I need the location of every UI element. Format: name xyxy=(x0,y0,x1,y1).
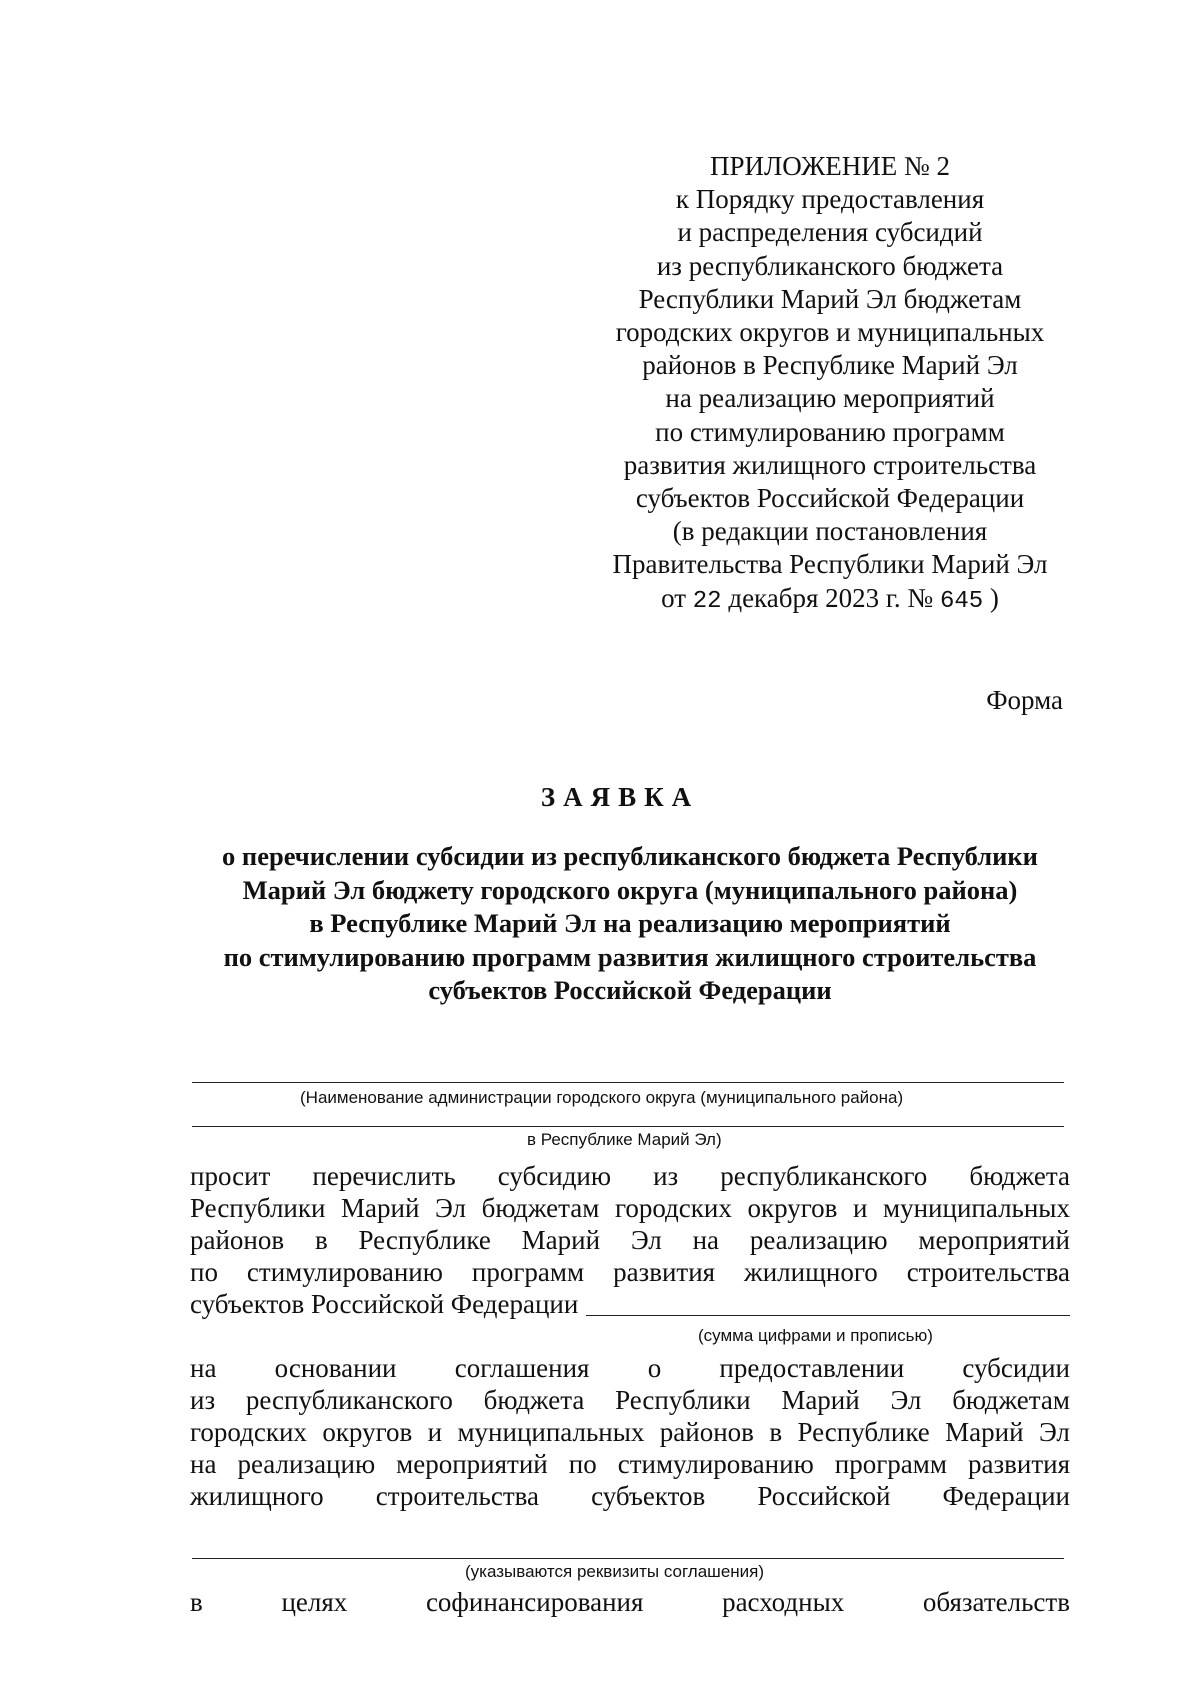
word: в xyxy=(314,1225,328,1255)
agreement-paragraph xyxy=(190,1352,1070,1512)
date-suffix: ) xyxy=(989,582,999,613)
text-line xyxy=(190,1416,1070,1448)
subtitle-line: по стимулированию программ развития жилищного строительства xyxy=(223,941,1037,972)
resolution-number: 645 xyxy=(939,587,984,615)
word: бюджетам xyxy=(481,1193,600,1223)
subtitle-line: в Республике Марий Эл на реализацию мероприятий xyxy=(309,908,951,938)
word: субъектов xyxy=(591,1481,706,1511)
word: Марий xyxy=(945,1417,1024,1447)
word: округов xyxy=(747,1193,838,1223)
word: о xyxy=(647,1353,662,1383)
word: расходных xyxy=(722,1587,845,1617)
word: целях xyxy=(281,1587,348,1617)
text-line xyxy=(190,1288,1070,1320)
word: бюджета xyxy=(483,1385,585,1415)
word: Российской xyxy=(757,1481,891,1511)
subtitle-line: субъектов Российской Федерации xyxy=(428,975,832,1005)
word: субсидии xyxy=(962,1353,1070,1383)
text-line xyxy=(190,1586,1070,1618)
word: в xyxy=(769,1417,783,1447)
appendix-line: к Порядку предоставления xyxy=(675,184,985,215)
appendix-line: развития жилищного строительства xyxy=(623,449,1037,480)
word: округов xyxy=(322,1417,413,1447)
sum-caption: (сумма цифрами и прописью) xyxy=(698,1326,933,1345)
date-day: 22 xyxy=(692,587,722,615)
word: программ xyxy=(834,1449,947,1479)
agreement-details-rule[interactable] xyxy=(192,1558,1064,1559)
word: Эл xyxy=(435,1193,466,1223)
word: на xyxy=(190,1449,217,1479)
subtitle-line: о перечислении субсидии из республиканского бюджета Республики xyxy=(222,841,1038,871)
word: реализацию xyxy=(749,1225,888,1255)
appendix-line: ПРИЛОЖЕНИЕ № 2 xyxy=(709,151,951,181)
document-title: ЗАЯВКА xyxy=(540,782,700,812)
word: бюджетам xyxy=(952,1385,1070,1415)
word: Республике xyxy=(797,1417,930,1447)
resolution-date-line xyxy=(560,582,1100,618)
in-republic-caption: в Республике Марий Эл) xyxy=(527,1130,722,1149)
word: бюджета xyxy=(969,1161,1070,1191)
word: республиканского xyxy=(245,1385,453,1415)
word: на xyxy=(190,1353,217,1383)
word: по xyxy=(568,1449,597,1479)
appendix-line: Правительства Республики Марий Эл xyxy=(612,549,1048,580)
word: стимулированию xyxy=(246,1257,443,1287)
word: Эл xyxy=(1038,1417,1070,1447)
word: из xyxy=(190,1385,216,1415)
text-line xyxy=(190,1448,1070,1480)
word: на xyxy=(692,1225,720,1255)
text-line xyxy=(190,1352,1070,1384)
word: просит xyxy=(190,1161,271,1191)
word: стимулированию xyxy=(617,1449,814,1479)
date-month-year: декабря 2023 г. № xyxy=(728,582,934,613)
word: развития xyxy=(613,1257,716,1287)
word: Республике xyxy=(358,1225,491,1255)
word: Марий xyxy=(781,1385,860,1415)
appendix-header xyxy=(560,150,1100,618)
text-line xyxy=(190,1224,1070,1256)
word: районов xyxy=(659,1417,754,1447)
word: районов xyxy=(190,1225,285,1255)
word: Марий xyxy=(341,1193,420,1223)
sum-input-rule[interactable] xyxy=(586,1315,1070,1316)
text-line xyxy=(190,1160,1070,1192)
word: городских xyxy=(614,1193,732,1223)
word: жилищного xyxy=(744,1257,878,1287)
appendix-line: из республиканского бюджета xyxy=(656,250,1004,281)
word: республиканского xyxy=(720,1161,928,1191)
word: жилищного xyxy=(190,1481,324,1511)
document-subtitle xyxy=(190,840,1070,1008)
appendix-line: субъектов Российской Федерации xyxy=(635,483,1025,514)
subtitle-line: Марий Эл бюджету городского округа (муниципального района) xyxy=(242,874,1018,905)
word: Эл xyxy=(890,1385,922,1415)
word: основании xyxy=(274,1353,397,1383)
word: Эл xyxy=(630,1225,662,1255)
word: в xyxy=(190,1587,203,1617)
word: софинансирования xyxy=(425,1587,644,1617)
date-prefix: от xyxy=(661,582,687,613)
word: по xyxy=(190,1257,218,1287)
word: строительства xyxy=(375,1481,540,1511)
word: и xyxy=(427,1417,443,1447)
word: строительства xyxy=(906,1257,1070,1287)
purpose-paragraph xyxy=(190,1586,1070,1618)
request-paragraph xyxy=(190,1160,1070,1320)
word: программ xyxy=(471,1257,585,1287)
word: и xyxy=(852,1193,868,1223)
word: Республики xyxy=(190,1193,326,1223)
word: Федерации xyxy=(942,1481,1070,1511)
appendix-line: районов в Республике Марий Эл xyxy=(642,350,1018,381)
word: муниципальных xyxy=(883,1193,1070,1223)
appendix-line: Республики Марий Эл бюджетам xyxy=(638,283,1022,314)
word: развития xyxy=(967,1449,1070,1479)
agreement-caption: (указываются реквизиты соглашения) xyxy=(465,1562,765,1581)
word: субсидию xyxy=(497,1161,612,1191)
word: мероприятий xyxy=(918,1225,1070,1255)
appendix-line: (в редакции постановления xyxy=(672,516,988,547)
word: соглашения xyxy=(454,1353,590,1383)
admin-name-rule-2 xyxy=(192,1126,1064,1127)
admin-name-caption: (Наименование администрации городского округа (муниципального района) xyxy=(300,1088,904,1107)
text-fragment: субъектов Российской Федерации xyxy=(190,1289,579,1319)
word: из xyxy=(653,1161,679,1191)
word: предоставлении xyxy=(719,1353,905,1383)
word: мероприятий xyxy=(396,1449,548,1479)
text-line xyxy=(190,1256,1070,1288)
appendix-line: городских округов и муниципальных xyxy=(615,317,1045,348)
form-label: Форма xyxy=(986,685,1063,715)
appendix-line: и распределения субсидий xyxy=(677,217,983,248)
word: Марий xyxy=(521,1225,601,1255)
text-line xyxy=(190,1192,1070,1224)
text-line xyxy=(190,1384,1070,1416)
text-line xyxy=(190,1480,1070,1512)
word: муниципальных xyxy=(457,1417,645,1447)
word: перечислить xyxy=(312,1161,456,1191)
word: обязательств xyxy=(922,1587,1070,1617)
word: реализацию xyxy=(237,1449,376,1479)
word: городских xyxy=(190,1417,307,1447)
appendix-line: по стимулированию программ xyxy=(655,416,1005,447)
admin-name-rule xyxy=(192,1082,1064,1083)
word: Республики xyxy=(615,1385,751,1415)
appendix-line: на реализацию мероприятий xyxy=(665,383,995,414)
